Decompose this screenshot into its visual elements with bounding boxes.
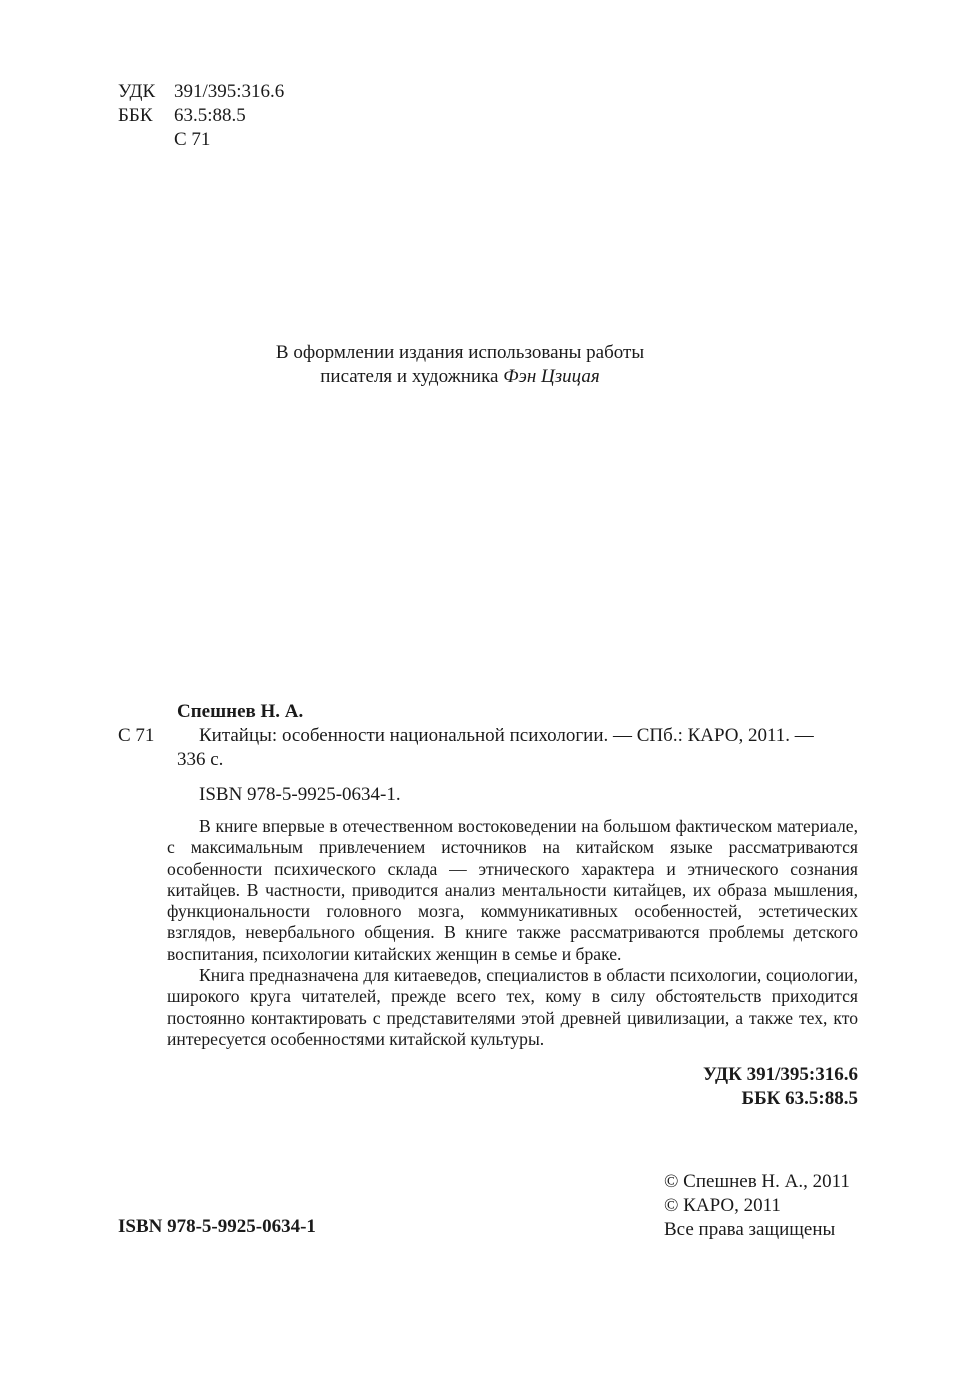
entry-isbn: ISBN 978-5-9925-0634-1. [199,784,401,805]
copyright-author: © Спешнев Н. А., 2011 [664,1171,850,1192]
udk-row [118,80,284,104]
udk-label: УДК [118,81,156,102]
entry-author: Спешнев Н. А. [177,701,304,722]
bbk-value: 63.5:88.5 [174,105,246,126]
annotation [167,816,858,1050]
artist-name: Фэн Цзицая [503,366,600,387]
isbn-bottom: ISBN 978-5-9925-0634-1 [118,1216,316,1237]
annotation-paragraph-2: Книга предназначена для китаеведов, специалистов в области психологии, социологии, широкого круга читателей, прежде всего тех, кому в силу обстоятельств приходится постоянно контактировать с представителями этой древней цивилизации, а также тех, кто интересуется особенностями китайской культуры. [167,965,858,1049]
author-mark: С 71 [174,129,211,150]
right-udk: УДК 391/395:316.6 [703,1064,858,1085]
rights-reserved: Все права защищены [664,1219,836,1240]
design-credit [0,341,920,389]
author-mark-row [118,128,284,152]
right-classification [703,1063,858,1111]
entry-pages: 336 с. [177,749,224,770]
bbk-label: ББК [118,105,153,126]
entry-author-mark: С 71 [118,725,155,746]
right-bbk: ББК 63.5:88.5 [741,1088,858,1109]
bbk-row [118,104,284,128]
design-credit-line2 [0,365,920,389]
entry-title: Китайцы: особенности национальной психологии. — СПб.: КАРО, 2011. — [199,725,814,746]
annotation-paragraph-1: В книге впервые в отечественном востоковедении на большом фактическом материале, с максимальным привлечением источников на китайском языке рассматриваются особенности психического склада — этнического характера и этнического сознания китайцев. В частности, приводится анализ ментальности китайцев, их образа мышления, функциональности головного мозга, коммуникативных особенностей, эстетических взглядов, невербального общения. В книге также рассматриваются проблемы детского воспитания, психологии китайских женщин в семье и браке. [167,816,858,964]
design-credit-line1: В оформлении издания использованы работы [275,342,645,363]
copyright-block [664,1170,850,1242]
udk-value: 391/395:316.6 [174,81,285,102]
design-credit-prefix: писателя и художника [320,366,499,387]
classification-block [118,80,284,152]
copyright-publisher: © КАРО, 2011 [664,1195,781,1216]
